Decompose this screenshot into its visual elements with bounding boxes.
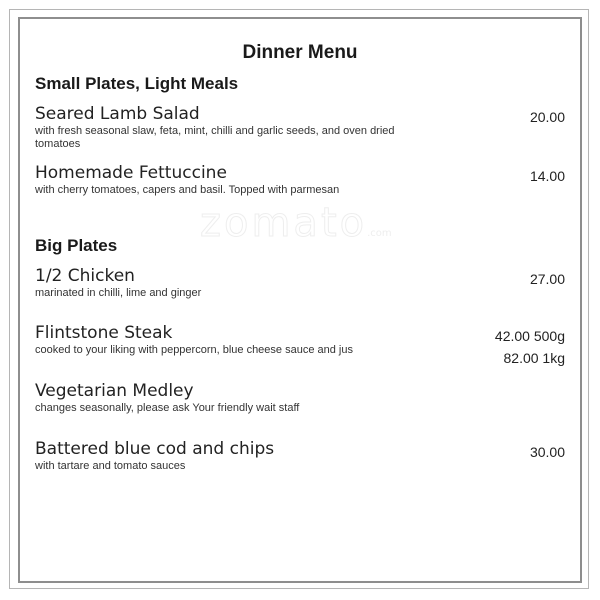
watermark-text: zomato xyxy=(200,200,368,246)
item-name: Vegetarian Medley xyxy=(35,381,194,401)
menu-item-battered-blue-cod xyxy=(35,439,565,473)
watermark-logo xyxy=(200,200,392,246)
item-description: with tartare and tomato sauces xyxy=(35,460,186,472)
item-description: marinated in chilli, lime and ginger xyxy=(35,287,202,299)
item-price xyxy=(530,441,565,463)
item-description: with cherry tomatoes, capers and basil. Topped with parmesan xyxy=(35,184,340,196)
menu-item-homemade-fettuccine xyxy=(35,163,565,197)
menu-item-flintstone-steak xyxy=(35,323,565,366)
price-line: 27.00 xyxy=(529,271,565,287)
menu-title: Dinner Menu xyxy=(242,42,358,63)
section-heading-big-plates: Big Plates xyxy=(35,236,118,255)
item-name: Homemade Fettuccine xyxy=(35,163,227,183)
item-name: 1/2 Chicken xyxy=(35,266,135,286)
item-price xyxy=(495,325,565,369)
menu-item-half-chicken xyxy=(35,266,565,300)
price-line: 30.00 xyxy=(529,444,565,460)
price-line: 14.00 xyxy=(529,168,565,184)
item-description: cooked to your liking with peppercorn, blue cheese sauce and jus xyxy=(35,344,353,356)
inner-border xyxy=(18,17,582,583)
item-name: Battered blue cod and chips xyxy=(35,439,275,459)
item-price xyxy=(530,165,565,187)
item-price xyxy=(530,106,565,128)
item-description: changes seasonally, please ask Your friendly wait staff xyxy=(35,402,300,414)
item-description: with fresh seasonal slaw, feta, mint, chilli and garlic seeds, and oven dried tomatoes xyxy=(35,125,395,150)
price-line: 42.00 500g xyxy=(494,328,565,344)
item-price xyxy=(530,268,565,290)
price-line: 20.00 xyxy=(529,109,565,125)
watermark-suffix: .com xyxy=(367,228,392,239)
menu-item-vegetarian-medley xyxy=(35,381,565,415)
menu-item-seared-lamb-salad xyxy=(35,104,565,151)
price-line: 82.00 1kg xyxy=(503,350,565,366)
item-name: Flintstone Steak xyxy=(35,323,173,343)
section-heading-small-plates: Small Plates, Light Meals xyxy=(35,74,239,93)
item-name: Seared Lamb Salad xyxy=(35,104,200,124)
